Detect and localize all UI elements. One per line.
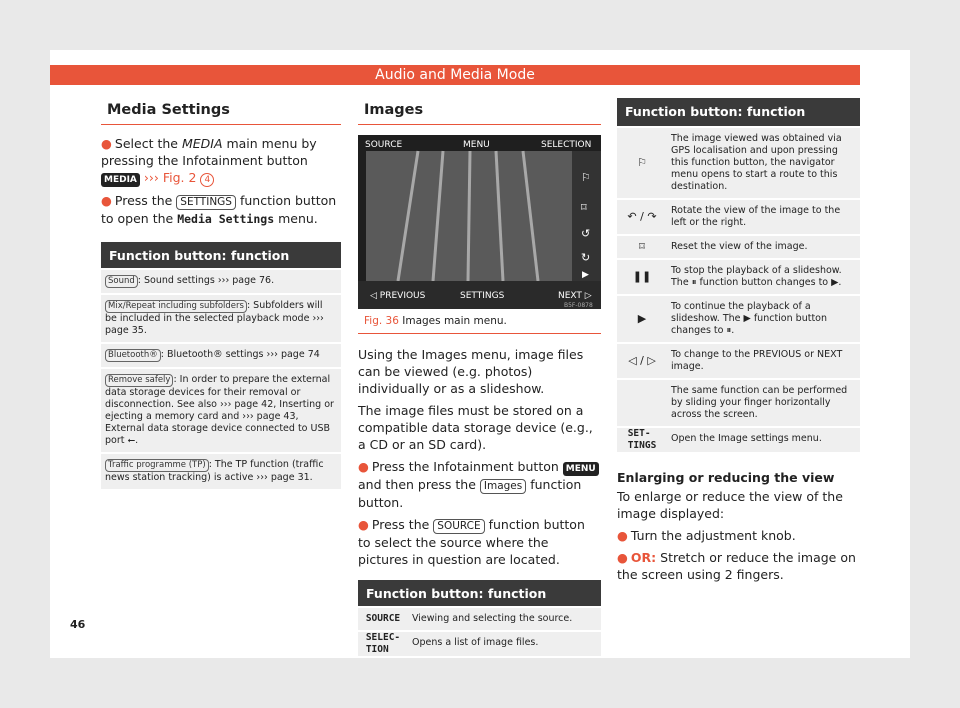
- bullet-1: ● Turn the adjustment knob.: [617, 528, 796, 543]
- table-header: Function button: function: [617, 98, 860, 126]
- screen-source-label: SOURCE: [365, 140, 403, 150]
- bullet-1: ● Select the MEDIA main menu by pressing the Infotainment button MEDIA ››› Fig. 2 4: [101, 136, 317, 185]
- flag-icon: ⚐: [637, 156, 647, 169]
- table-row: The same function can be performed by sliding your finger horizontally across the screen.: [617, 378, 860, 426]
- table-row: ↶ / ↷ Rotate the view of the image to the left or the right.: [617, 198, 860, 234]
- bullet-1: ● Press the Infotainment button MENU and then press the Images function button.: [358, 458, 601, 511]
- rotate-icon: ↻: [581, 251, 591, 264]
- images-column: [358, 98, 601, 656]
- play-icon: ▶: [582, 270, 589, 280]
- pause-icon: ❚❚: [632, 270, 652, 283]
- figure-caption: Fig. 36 Images main menu.: [358, 313, 601, 334]
- table-header: Function button: function: [101, 242, 341, 268]
- menu-key-icon: MENU: [563, 462, 599, 476]
- table-row: Mix/Repeat including subfolders : Subfolders will be included in the selected playback mode ››› page 35.: [101, 293, 341, 342]
- screen-menu-label: MENU: [463, 140, 490, 150]
- play-icon: ▶: [637, 312, 647, 325]
- prev-next-icon: [617, 380, 667, 426]
- bullet-2: ● OR: Stretch or reduce the image on the screen using 2 fingers.: [617, 550, 856, 582]
- table-row: ◁ / ▷ To change to the PREVIOUS or NEXT image.: [617, 342, 860, 378]
- paragraph: To enlarge or reduce the view of the image displayed:: [617, 489, 843, 521]
- settings-label: SET- TINGS: [627, 428, 657, 451]
- rotate-icon: ↺: [581, 227, 591, 240]
- screen-selection-label: SELECTION: [541, 140, 592, 150]
- fit-icon: ⌑: [581, 201, 587, 214]
- table-header: Function button: function: [358, 580, 601, 606]
- fig-ref-link[interactable]: ››› Fig. 2: [143, 170, 197, 185]
- figure-images-menu: [358, 135, 601, 309]
- table-row: Traffic programme (TP) : The TP function (traffic news station tracking) is active ››› page 31.: [101, 452, 341, 489]
- table-row: SELEC- TION Opens a list of image files.: [358, 630, 601, 656]
- flag-icon: ⚐: [581, 171, 591, 184]
- table-row: Bluetooth® : Bluetooth® settings ››› page 74: [101, 342, 341, 367]
- bullet-2: ● Press the SOURCE function button to select the source where the pictures in question are located.: [358, 517, 585, 567]
- table-row: SET- TINGS Open the Image settings menu.: [617, 426, 860, 452]
- subheading: Enlarging or reducing the view: [617, 470, 835, 485]
- table-row: ❚❚ To stop the playback of a slideshow. The ⏸ function button changes to ▶.: [617, 258, 860, 294]
- page-number: 46: [70, 618, 86, 631]
- page-header: Audio and Media Mode: [50, 65, 860, 85]
- table-row: SOURCE Viewing and selecting the source.: [358, 606, 601, 630]
- table-row: Remove safely : In order to prepare the external data storage devices for their removal or disconnection. See also ››› page 42, Inserting or ejecting a memory card and ››› page 43, External data storage device connected to USB port ⭠.: [101, 367, 341, 452]
- table-row: Sound : Sound settings ››› page 76.: [101, 268, 341, 293]
- paragraph: Using the Images menu, image files can be viewed (e.g. photos) individually or as a slideshow.: [358, 347, 584, 396]
- fit-icon: ⌑: [639, 240, 645, 253]
- prev-next-icon: ◁ / ▷: [628, 354, 656, 367]
- media-key-icon: MEDIA: [101, 173, 140, 187]
- screen-illustration: [358, 135, 601, 309]
- media-settings-column: [101, 98, 341, 489]
- table-row: ▶ To continue the playback of a slideshow. The ▶ function button changes to ⏸.: [617, 294, 860, 342]
- rotate-icon: ↶ / ↷: [627, 210, 657, 223]
- table-row: ⌑ Reset the view of the image.: [617, 234, 860, 258]
- section-title: Media Settings: [101, 98, 341, 125]
- function-column: [617, 98, 860, 588]
- function-table: [101, 242, 341, 489]
- screen-next-label: NEXT ▷: [558, 291, 592, 301]
- function-table: [358, 580, 601, 656]
- settings-key: SETTINGS: [176, 195, 236, 210]
- table-row: ⚐ The image viewed was obtained via GPS localisation and upon pressing this function button, the navigator menu opens to start a route to this destination.: [617, 126, 860, 198]
- screen-previous-label: ◁ PREVIOUS: [370, 291, 426, 301]
- bullet-2: ● Press the SETTINGS function button to open the Media Settings menu.: [101, 193, 337, 226]
- paragraph: The image files must be stored on a compatible data storage device (e.g., a CD or an SD card).: [358, 403, 593, 452]
- section-title: Images: [358, 98, 601, 125]
- figure-code: B5F-0878: [564, 302, 593, 309]
- screen-settings-label: SETTINGS: [460, 291, 505, 301]
